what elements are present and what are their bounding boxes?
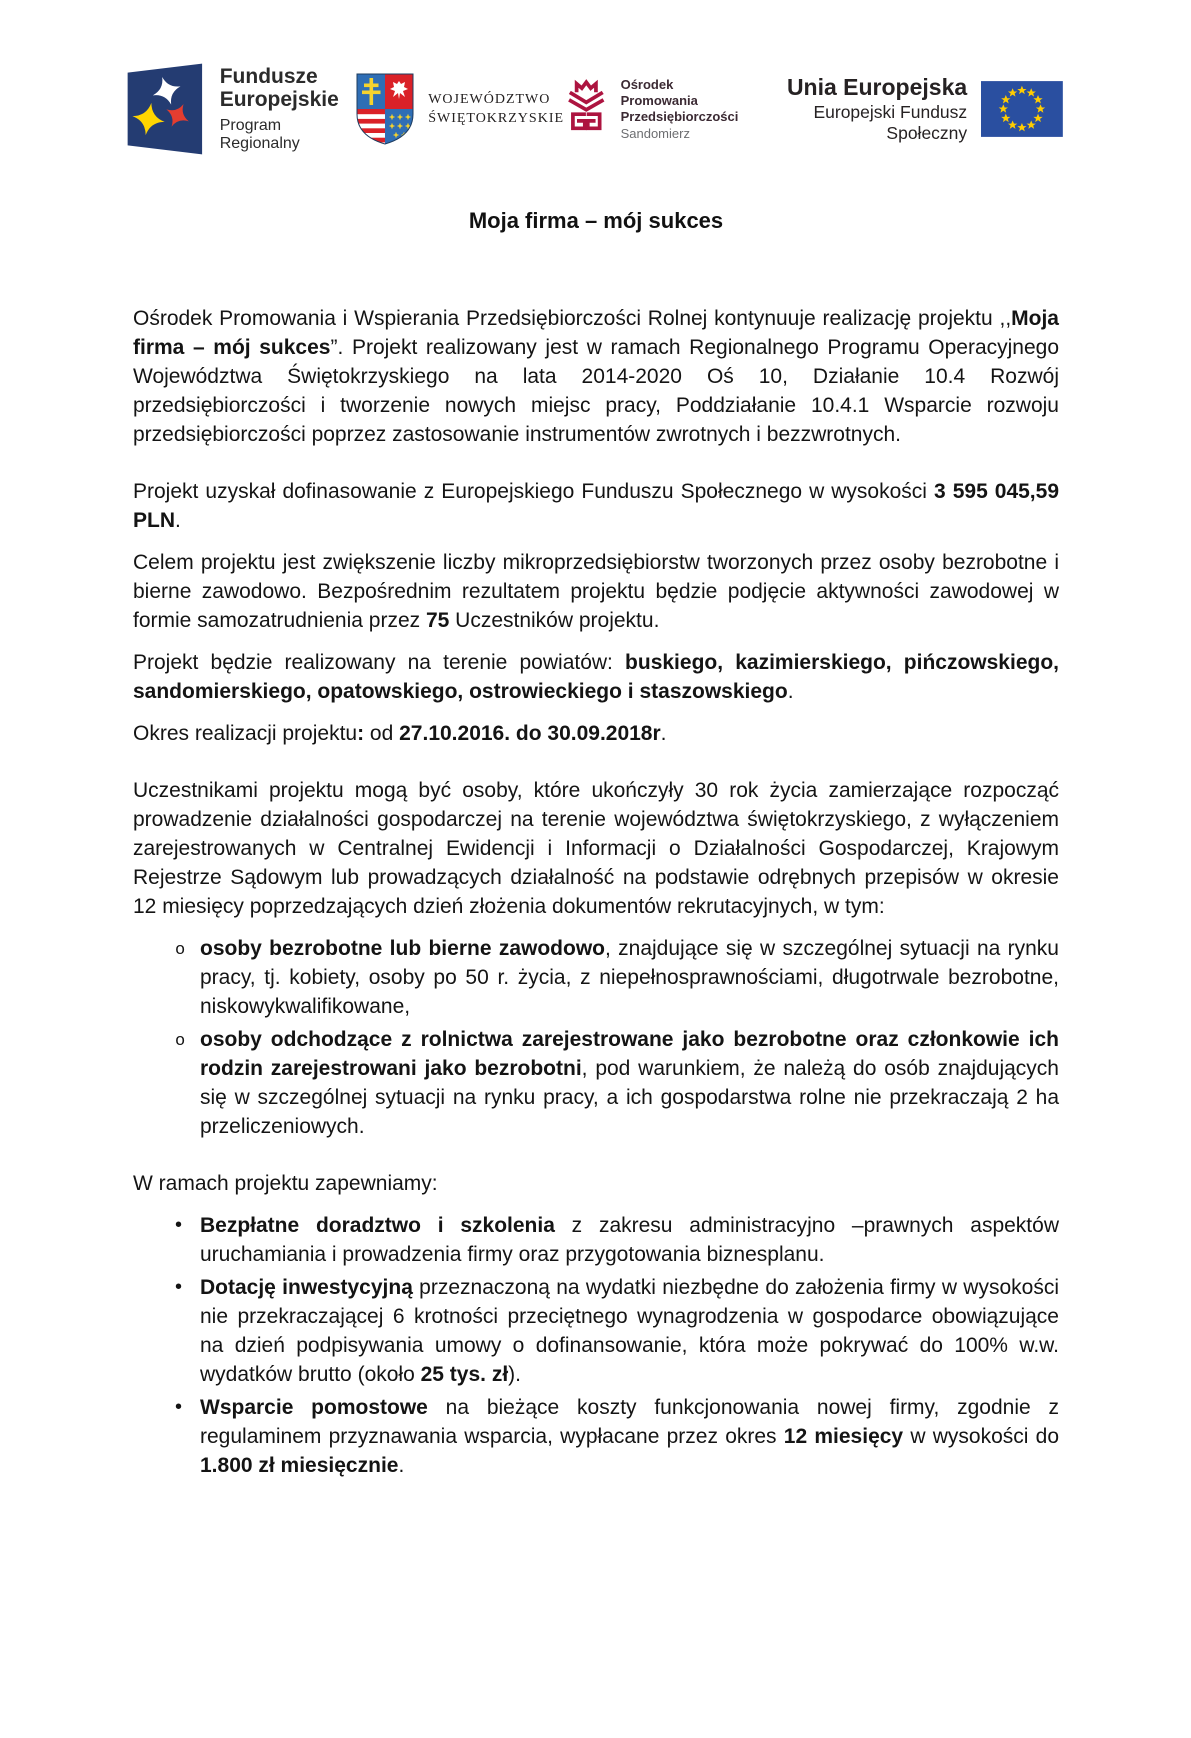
text-run: Ośrodek Promowania i Wspierania Przedsiębiorczości Rolnej kontynuuje realizację projektu ,, [133, 307, 1012, 330]
list-item [133, 1393, 1059, 1480]
opp-line3: Sandomierz [620, 125, 690, 141]
swietokrzyskie-coat-of-arms-icon [355, 72, 415, 146]
text-run-bold: : [357, 722, 365, 745]
bullet-marker: • [175, 1396, 183, 1418]
text-run: ). [508, 1363, 521, 1386]
bullet-marker: • [175, 1214, 183, 1236]
opp-logo-text [621, 77, 745, 142]
document-page [0, 54, 1191, 1738]
text-run: . [398, 1454, 405, 1477]
list-item [133, 1273, 1059, 1389]
paragraph [133, 304, 1059, 449]
wojewodztwo-line1: WOJEWÓDZTWO [428, 92, 551, 107]
paragraph [133, 719, 1059, 748]
text-run: od [364, 722, 400, 745]
paragraph [133, 548, 1059, 635]
bullet-marker: • [175, 1276, 183, 1298]
text-run-bold: osoby odchodzące z rolnictwa zarejestrowane jako bezrobotne oraz członkowie ich rodzin zarejestrowani jako bezrobotni [200, 1028, 1059, 1080]
text-run-bold: 1.800 zł miesięcznie [200, 1454, 399, 1477]
text-run-bold: osoby bezrobotne lub bierne zawodowo [200, 937, 605, 960]
wojewodztwo-line2: ŚWIĘTOKRZYSKIE [428, 111, 565, 126]
text-run-bold: Dotację inwestycyjną [200, 1276, 413, 1299]
paragraph [133, 1169, 1059, 1198]
logo-fundusze-europejskie [124, 57, 355, 161]
ue-logo-text [745, 74, 968, 144]
text-run-bold: 25 tys. zł [420, 1363, 509, 1386]
text-run: . [175, 509, 181, 532]
text-run: . [787, 680, 794, 703]
bullet-marker: o [175, 941, 186, 960]
list-item [133, 1211, 1059, 1269]
opp-line2: Przedsiębiorczości [620, 108, 739, 124]
document-body [133, 304, 1059, 1480]
paragraph [133, 648, 1059, 706]
ue-line2: Europejski Fundusz Społeczny [813, 102, 968, 143]
opp-line1: Ośrodek Promowania [620, 76, 698, 108]
text-run-bold: buskiego, kazimierskiego, pińczowskiego, sandomierskiego, opatowskiego, ostrowieckiego i staszowskiego [133, 651, 1059, 703]
logo-wojewodztwo-swietokrzyskie [355, 72, 564, 146]
list-item [133, 934, 1059, 1021]
text-run: Uczestników projektu. [449, 609, 660, 632]
fundusze-europejskie-flag-icon [124, 57, 206, 161]
text-run-bold: Wsparcie pomostowe [200, 1396, 428, 1419]
text-run: Uczestnikami projektu mogą być osoby, które ukończyły 30 rok życia zamierzające rozpocząć prowadzenie działalności gospodarczej na terenie województwa świętokrzyskiego, z wyłączeniem zarejestrowanych w Centralnej Ewidencji i Informacji o Działalności Gospodarczej, Krajowym Rejestrze Sądowym lub prowadzących działalność na podstawie odrębnych przepisów w okresie 12 miesięcy poprzedzających dzień złożenia dokumentów rekrutacyjnych, w tym: [133, 779, 1059, 918]
text-run: przeznaczoną na wydatki niezbędne do założenia firmy w wysokości nie przekraczającej 6 krotności przeciętnego wynagrodzenia w gospodarce obowiązujące na dzień podpisywania umowy o dofinansowanie, która może pokrywać do 100% w.w. wydatków brutto (około [200, 1276, 1059, 1386]
text-run-bold: 3 595 045,59 PLN [133, 480, 1060, 532]
text-run-bold: 75 [425, 609, 450, 632]
text-run: , pod warunkiem, że należą do osób znajdujących się w szczególnej sytuacji na rynku pracy, a ich gospodarstwa rolne nie przekraczają 2 ha przeliczeniowych. [200, 1057, 1059, 1138]
document-body-wrapper [133, 208, 1059, 1480]
logo-unia-europejska [745, 74, 1063, 144]
logo-strip [124, 54, 1063, 164]
fe-logo-text [220, 65, 355, 153]
text-run: ”. Projekt realizowany jest w ramach Regionalnego Programu Operacyjnego Województwa Świętokrzyskiego na lata 2014-2020 Oś 10, Działanie 10.4 Rozwój przedsiębiorczości i tworzenie nowych miejsc pracy, Poddziałanie 10.4.1 Wsparcie rozwoju przedsiębiorczości poprzez zastosowanie instrumentów zwrotnych i bezzwrotnych. [133, 336, 1060, 446]
text-run: , znajdujące się w szczególnej sytuacji na rynku pracy, tj. kobiety, osoby po 50 r. życia, z niepełnosprawnościami, długotrwale bezrobotne, niskowykwalifikowane, [200, 937, 1059, 1018]
opp-folk-emblem-icon [564, 70, 609, 148]
ue-line1: Unia Europejska [786, 74, 968, 100]
text-run-bold: Moja firma – mój sukces [133, 307, 1059, 359]
eu-flag-icon [981, 79, 1063, 139]
fe-logo-subtitle: Program Regionalny [219, 117, 300, 152]
text-run-bold: 27.10.2016. do 30.09.2018r [399, 722, 661, 745]
list-item [133, 1025, 1059, 1141]
page-title: Moja firma – mój sukces [468, 208, 724, 233]
fe-logo-line2: Europejskie [219, 88, 339, 111]
text-run: Projekt uzyskał dofinasowanie z Europejskiego Funduszu Społecznego w wysokości [133, 480, 934, 503]
bullet-marker: o [175, 1032, 186, 1051]
text-run: W ramach projektu zapewniamy: [133, 1172, 438, 1195]
fe-logo-line1: Fundusze [219, 65, 318, 88]
text-run: Celem projektu jest zwiększenie liczby mikroprzedsiębiorstw tworzonych przez osoby bezrobotne i bierne zawodowo. Bezpośrednim rezultatem projektu będzie podjęcie aktywności zawodowej w formie samozatrudnienia przez [133, 551, 1059, 632]
text-run: Projekt będzie realizowany na terenie powiatów: [133, 651, 626, 674]
text-run: z zakresu administracyjno –prawnych aspektów uruchamiania i prowadzenia firmy oraz przygotowania biznesplanu. [200, 1214, 1059, 1266]
text-run-bold: Bezpłatne doradztwo i szkolenia [200, 1214, 555, 1237]
logo-osrodek-promowania [564, 70, 745, 148]
text-run: na bieżące koszty funkcjonowania nowej firmy, zgodnie z regulaminem przyznawania wsparcia, wypłacane przez okres [200, 1396, 1059, 1448]
wojewodztwo-logo-text [428, 90, 564, 128]
paragraph [133, 477, 1059, 535]
paragraph [133, 776, 1059, 921]
text-run: Okres realizacji projektu [133, 722, 358, 745]
text-run: w wysokości do [903, 1425, 1060, 1448]
text-run-bold: 12 miesięcy [783, 1425, 904, 1448]
text-run: . [660, 722, 667, 745]
